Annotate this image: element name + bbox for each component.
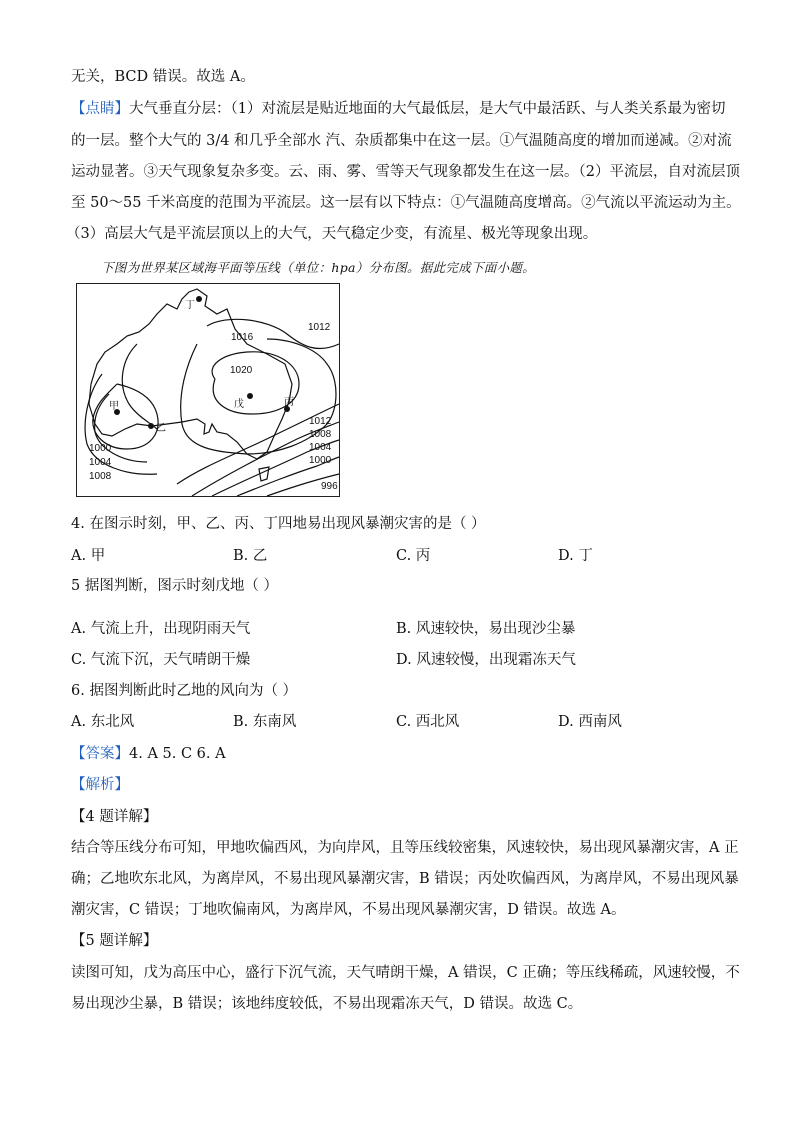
line-1: 无关，BCD 错误。故选 A。 [71,69,255,85]
question-5: 5 据图判断，图示时刻戊地（ ） [71,578,278,594]
isobar-label: 1008 [309,429,332,440]
detail-5-line-2: 易出现沙尘暴，B 错误；该地纬度较低，不易出现霜冻天气，D 错误。故选 C。 [71,996,583,1012]
label-bing: 丙 [284,397,294,408]
point-ding [196,296,202,302]
label-ding: 丁 [185,300,195,311]
label-jia: 甲 [109,401,119,412]
isobar [93,384,158,449]
isobar-map [76,283,340,497]
label-yi: 乙 [156,423,166,434]
key-point-line-1 [71,100,725,118]
isobar-label: 996 [321,481,338,492]
key-point-tag: 【点睛】 [71,101,129,117]
detail-4-line-2: 确；乙地吹东北风，为离岸风，不易出现风暴潮灾害，B 错误；丙处吹偏西风，为离岸风，不易出现风暴 [71,871,739,887]
detail-4-line-3: 潮灾害，C 错误；丁地吹偏南风，为离岸风，不易出现风暴潮灾害，D 错误。故选 A。 [71,902,626,918]
detail-5-title: 【5 题详解】 [71,933,158,949]
q5-option-c: C. 气流下沉，天气晴朗干燥 [71,652,251,668]
q5-option-a: A. 气流上升，出现阴雨天气 [71,621,251,637]
q6-option-b: B. 东南风 [233,714,297,730]
q4-option-a: A. 甲 [71,548,106,564]
isobar-label: 1000 [89,443,112,454]
detail-4-line-1: 结合等压线分布可知，甲地吹偏西风，为向岸风，且等压线较密集，风速较快，易出现风暴潮灾害，A 正 [71,840,739,856]
isobar-label: 1016 [231,332,254,343]
point-yi [148,423,154,429]
q6-option-a: A. 东北风 [71,714,135,730]
answer-line [71,745,226,763]
isobar-label: 1012 [308,322,331,333]
isobar-label: 1020 [230,365,253,376]
question-4: 4. 在图示时刻，甲、乙、丙、丁四地易出现风暴潮灾害的是（ ） [71,516,486,532]
q5-option-b: B. 风速较快，易出现沙尘暴 [396,621,576,637]
detail-4-title: 【4 题详解】 [71,809,158,825]
isobar-label: 1008 [89,471,112,482]
q4-option-b: B. 乙 [233,548,268,564]
detail-5-line-1: 读图可知，戊为高压中心，盛行下沉气流，天气晴朗干燥，A 错误，C 正确；等压线稀疏，风速较慢，不 [71,965,740,981]
isobar-map-svg [77,284,341,498]
q4-option-c: C. 丙 [396,548,431,564]
isobar-label: 1000 [309,455,332,466]
key-point-line-4: 至 50～55 千米高度的范围为平流层。这一层有以下特点：①气温随高度增高。②气流以平流运动为主。 [71,195,741,211]
isobar-label: 1012 [309,416,332,427]
answer-tag: 【答案】 [71,746,129,762]
label-wu: 戊 [234,399,244,410]
answer-text: 4. A 5. C 6. A [129,746,226,762]
coastline [89,289,292,459]
q5-option-d: D. 风速较慢，出现霜冻天气 [396,652,576,668]
figure-caption: 下图为世界某区域海平面等压线（单位：hpa）分布图。据此完成下面小题。 [101,260,536,275]
key-point-line-2: 的一层。整个大气的 3/4 和几乎全部水 汽、杂质都集中在这一层。①气温随高度的增加而递减。②对流 [71,133,732,149]
question-6: 6. 据图判断此时乙地的风向为（ ） [71,683,298,699]
isobar-label: 1004 [309,442,332,453]
key-point-text: 大气垂直分层：（1）对流层是贴近地面的大气最低层，是大气中最活跃、与人类关系最为密切 [129,101,726,117]
q6-option-c: C. 西北风 [396,714,460,730]
point-wu [247,393,253,399]
analysis-tag: 【解析】 [71,777,129,793]
q4-option-d: D. 丁 [558,548,593,564]
q6-option-d: D. 西南风 [558,714,622,730]
key-point-line-5: （3）高层大气是平流层顶以上的大气，天气稳定少变，有流星、极光等现象出现。 [66,226,598,242]
key-point-line-3: 运动显著。③天气现象复杂多变。云、雨、雾、雪等天气现象都发生在这一层。（2）平流层，自对流层顶 [71,164,740,180]
isobar-label: 1004 [89,457,112,468]
